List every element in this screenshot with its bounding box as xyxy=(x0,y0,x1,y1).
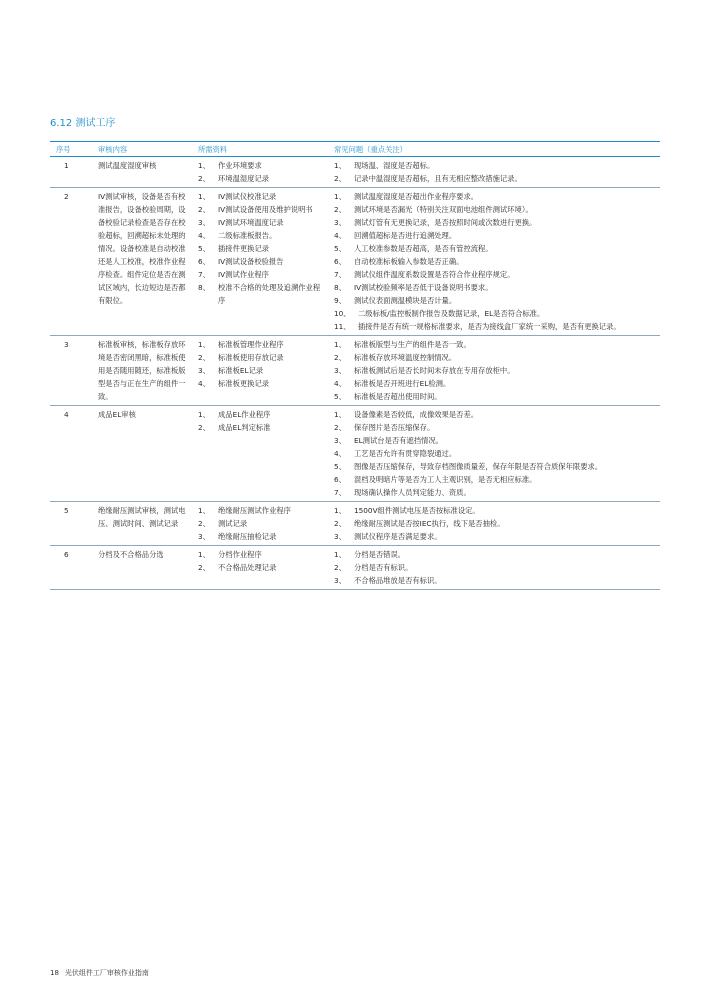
list-item-text: 标准板是否开班进行EL检测。 xyxy=(354,379,451,388)
header-materials: 所需资料 xyxy=(192,142,328,157)
row-materials-list xyxy=(192,502,328,546)
list-item xyxy=(198,548,325,561)
list-item xyxy=(198,530,325,543)
list-item xyxy=(198,268,325,281)
list-item-number: 2、 xyxy=(198,205,210,214)
list-item xyxy=(334,517,657,530)
list-item-number: 4、 xyxy=(334,379,346,388)
list-item-number: 7、 xyxy=(198,270,210,279)
list-item xyxy=(198,421,325,434)
list-item xyxy=(198,242,325,255)
list-item xyxy=(334,268,657,281)
list-item xyxy=(334,242,657,255)
list-item-text: 设备像素是否较低，成像效果是否差。 xyxy=(354,410,479,419)
list-item-text: 回溯值超标是否进行追溯处理。 xyxy=(354,231,457,240)
list-item-number: 4、 xyxy=(334,449,346,458)
row-audit-content: 测试温度湿度审核 xyxy=(92,157,192,188)
list-item-number: 3、 xyxy=(334,576,346,585)
row-audit-content: 标准板审核，标准板存放环境是否密闭黑暗，标准板使用是否随用随还，标准板版型是否与正在生产的组件一致。 xyxy=(92,336,192,406)
list-item-number: 6、 xyxy=(334,257,346,266)
row-seq: 4 xyxy=(50,406,92,502)
list-item-text: 1500V组件测试电压是否按标准设定。 xyxy=(354,506,480,515)
list-item-number: 2、 xyxy=(334,174,346,183)
list-item-text: 校准不合格的处理及追溯作业程序 xyxy=(218,283,321,305)
list-item xyxy=(198,517,325,530)
list-item-text: 二级标准板报告。 xyxy=(218,231,277,240)
header-content: 审核内容 xyxy=(92,142,192,157)
list-item xyxy=(334,421,657,434)
list-item xyxy=(334,377,657,390)
row-seq: 5 xyxy=(50,502,92,546)
list-item-number: 3、 xyxy=(198,218,210,227)
list-item-text: 标准板使用存放记录 xyxy=(218,353,284,362)
list-item-text: 成品EL判定标准 xyxy=(218,423,271,432)
list-item xyxy=(334,473,657,486)
table-row xyxy=(50,188,660,336)
list-item xyxy=(334,530,657,543)
list-item-number: 2、 xyxy=(334,353,346,362)
list-item xyxy=(334,216,657,229)
row-materials-list xyxy=(192,157,328,188)
list-item-text: 不合格品堆放是否有标识。 xyxy=(354,576,442,585)
list-item-number: 4、 xyxy=(334,231,346,240)
list-item-text: 测试环境是否漏光（特别关注双面电池组件测试环境）。 xyxy=(354,205,533,214)
list-item-text: 二级标板/监控板制作报告及数据记录，EL是否符合标准。 xyxy=(358,309,545,318)
list-item-text: 分档是否有标识。 xyxy=(354,563,413,572)
page-number: 18 xyxy=(50,969,59,977)
list-item-number: 2、 xyxy=(198,353,210,362)
list-item-number: 3、 xyxy=(198,366,210,375)
list-item-text: 绝缘耐压测试是否按IEC执行，线下是否抽检。 xyxy=(354,519,505,528)
list-item xyxy=(334,320,657,333)
list-item xyxy=(334,159,657,172)
list-item xyxy=(198,159,325,172)
row-audit-content: 绝缘耐压测试审核，测试电压、测试时间、测试记录 xyxy=(92,502,192,546)
list-item-text: 自动校准标板输入参数是否正确。 xyxy=(354,257,464,266)
list-item-text: 记录中温湿度是否超标，且有无相应整改措施记录。 xyxy=(354,174,522,183)
row-issues-list xyxy=(328,406,660,502)
page-footer xyxy=(50,968,149,978)
list-item-text: IV测试校验频率是否低于设备说明书要求。 xyxy=(354,283,493,292)
list-item-number: 1、 xyxy=(198,506,210,515)
list-item-text: 标准板版型与生产的组件是否一致。 xyxy=(354,340,471,349)
list-item-number: 1、 xyxy=(198,161,210,170)
list-item-text: 插接件更换记录 xyxy=(218,244,270,253)
list-item-number: 2、 xyxy=(198,423,210,432)
list-item-text: 作业环境要求 xyxy=(218,161,262,170)
list-item-text: 标准板管理作业程序 xyxy=(218,340,284,349)
list-item-number: 2、 xyxy=(334,205,346,214)
list-item-text: 混档及明暗片等是否为工人主观识别，是否无相应标准。 xyxy=(354,475,537,484)
list-item xyxy=(198,377,325,390)
list-item-text: 分档作业程序 xyxy=(218,550,262,559)
list-item-number: 3、 xyxy=(334,436,346,445)
list-item-text: 环境温湿度记录 xyxy=(218,174,270,183)
list-item-number: 1、 xyxy=(334,161,346,170)
test-process-table xyxy=(50,142,660,590)
list-item-text: IV测试环境温度记录 xyxy=(218,218,284,227)
list-item-text: 插接件是否有统一规格标准要求，是否为接线盒厂家统一采购，是否有更换记录。 xyxy=(358,322,621,331)
list-item-text: 分档是否错误。 xyxy=(354,550,406,559)
list-item-text: 测试仪程序是否满足要求。 xyxy=(354,532,442,541)
list-item-number: 2、 xyxy=(334,519,346,528)
header-issues: 常见问题（重点关注） xyxy=(328,142,660,157)
list-item xyxy=(334,434,657,447)
list-item-number: 4、 xyxy=(198,231,210,240)
row-materials-list xyxy=(192,336,328,406)
section-title: 6.12 测试工序 xyxy=(50,118,116,129)
list-item-text: 工艺是否允许有贯穿隐裂通过。 xyxy=(354,449,457,458)
list-item-number: 2、 xyxy=(198,563,210,572)
row-issues-list xyxy=(328,157,660,188)
list-item xyxy=(334,172,657,185)
list-item xyxy=(334,548,657,561)
list-item-number: 9、 xyxy=(334,296,346,305)
list-item xyxy=(198,408,325,421)
list-item-text: 现场确认操作人员判定能力、资质。 xyxy=(354,488,471,497)
list-item-text: 保存图片是否压缩保存。 xyxy=(354,423,435,432)
list-item-number: 2、 xyxy=(334,563,346,572)
list-item-number: 3、 xyxy=(334,366,346,375)
list-item-text: 标准板测试后是否长时间未存放在专用存放柜中。 xyxy=(354,366,515,375)
list-item-text: 标准板存放环境温度控制情况。 xyxy=(354,353,457,362)
list-item xyxy=(334,364,657,377)
list-item-number: 1、 xyxy=(334,506,346,515)
list-item-text: 标准板更换记录 xyxy=(218,379,270,388)
table-header-row xyxy=(50,142,660,157)
list-item-number: 10、 xyxy=(334,309,351,318)
list-item-number: 1、 xyxy=(198,192,210,201)
list-item-text: IV测试作业程序 xyxy=(218,270,269,279)
list-item xyxy=(334,307,657,320)
list-item xyxy=(198,172,325,185)
list-item-text: 测试仪组件温度系数设置是否符合作业程序规定。 xyxy=(354,270,515,279)
row-materials-list xyxy=(192,546,328,590)
row-issues-list xyxy=(328,546,660,590)
row-audit-content: 分档及不合格品分选 xyxy=(92,546,192,590)
list-item xyxy=(334,338,657,351)
list-item-text: 绝缘耐压抽检记录 xyxy=(218,532,277,541)
list-item-number: 8、 xyxy=(198,283,210,292)
list-item-number: 11、 xyxy=(334,322,351,331)
list-item xyxy=(334,351,657,364)
list-item-text: 测试灯管有无更换记录，是否按照时间或次数进行更换。 xyxy=(354,218,537,227)
list-item xyxy=(198,364,325,377)
list-item xyxy=(334,486,657,499)
list-item-number: 1、 xyxy=(198,340,210,349)
list-item xyxy=(334,190,657,203)
list-item-text: 人工校准参数是否超高，是否有管控流程。 xyxy=(354,244,493,253)
list-item-number: 6、 xyxy=(334,475,346,484)
row-issues-list xyxy=(328,188,660,336)
list-item-text: 测试温度湿度是否超出作业程序要求。 xyxy=(354,192,479,201)
list-item xyxy=(334,229,657,242)
list-item-number: 7、 xyxy=(334,270,346,279)
list-item-text: 不合格品处理记录 xyxy=(218,563,277,572)
list-item-text: 现场温、湿度是否超标。 xyxy=(354,161,435,170)
row-materials-list xyxy=(192,406,328,502)
list-item-text: 测试记录 xyxy=(218,519,248,528)
table-body xyxy=(50,157,660,590)
row-materials-list xyxy=(192,188,328,336)
list-item xyxy=(198,338,325,351)
list-item xyxy=(334,203,657,216)
list-item xyxy=(198,255,325,268)
list-item xyxy=(334,294,657,307)
list-item xyxy=(334,408,657,421)
list-item xyxy=(334,574,657,587)
list-item-text: 图像是否压缩保存，导致存档图像质量差，保存年限是否符合质保年限要求。 xyxy=(354,462,603,471)
list-item xyxy=(198,190,325,203)
list-item-number: 3、 xyxy=(334,532,346,541)
row-seq: 3 xyxy=(50,336,92,406)
list-item-number: 5、 xyxy=(334,462,346,471)
list-item xyxy=(334,447,657,460)
list-item xyxy=(334,390,657,403)
list-item-number: 1、 xyxy=(198,550,210,559)
list-item xyxy=(198,281,325,307)
list-item xyxy=(198,504,325,517)
list-item-text: 绝缘耐压测试作业程序 xyxy=(218,506,291,515)
list-item xyxy=(334,504,657,517)
list-item xyxy=(334,255,657,268)
list-item xyxy=(334,460,657,473)
list-item-number: 2、 xyxy=(198,174,210,183)
list-item-number: 1、 xyxy=(198,410,210,419)
list-item-text: 成品EL作业程序 xyxy=(218,410,271,419)
row-audit-content: 成品EL审核 xyxy=(92,406,192,502)
list-item xyxy=(198,561,325,574)
list-item xyxy=(198,229,325,242)
list-item-number: 8、 xyxy=(334,283,346,292)
footer-doc-title: 光伏组件工厂审核作业指南 xyxy=(64,969,149,977)
list-item-number: 1、 xyxy=(334,410,346,419)
list-item-number: 5、 xyxy=(198,244,210,253)
list-item-number: 4、 xyxy=(198,379,210,388)
row-issues-list xyxy=(328,336,660,406)
row-seq: 2 xyxy=(50,188,92,336)
table-row xyxy=(50,336,660,406)
list-item-number: 1、 xyxy=(334,550,346,559)
list-item-text: IV测试仪校准记录 xyxy=(218,192,277,201)
list-item xyxy=(198,351,325,364)
list-item-number: 2、 xyxy=(334,423,346,432)
row-issues-list xyxy=(328,502,660,546)
list-item-number: 1、 xyxy=(334,192,346,201)
list-item-text: IV测试设备使用及维护说明书 xyxy=(218,205,313,214)
row-seq: 6 xyxy=(50,546,92,590)
list-item-text: 标准板是否超出使用时间。 xyxy=(354,392,442,401)
list-item-text: 测试仪表面测温模块是否计量。 xyxy=(354,296,457,305)
table-row xyxy=(50,546,660,590)
list-item-text: EL测试台是否有遮挡情况。 xyxy=(354,436,443,445)
list-item-number: 7、 xyxy=(334,488,346,497)
list-item-text: 标准板EL记录 xyxy=(218,366,264,375)
list-item-number: 5、 xyxy=(334,244,346,253)
row-seq: 1 xyxy=(50,157,92,188)
list-item xyxy=(334,561,657,574)
table-row xyxy=(50,157,660,188)
list-item-number: 6、 xyxy=(198,257,210,266)
list-item-number: 2、 xyxy=(198,519,210,528)
table-row xyxy=(50,406,660,502)
list-item-number: 5、 xyxy=(334,392,346,401)
list-item-number: 3、 xyxy=(334,218,346,227)
list-item xyxy=(198,203,325,216)
list-item-number: 1、 xyxy=(334,340,346,349)
header-seq: 序号 xyxy=(50,142,92,157)
list-item-number: 3、 xyxy=(198,532,210,541)
row-audit-content: IV测试审核，设备是否有校准报告，设备校验周期，设备校验记录检查是否存在校验超标，回溯超标未处理的情况。设备校准是自动校准还是人工校准，校准作业程序检查。组件定位是否在测试区域内，长边短边是否都有限位。 xyxy=(92,188,192,336)
list-item xyxy=(334,281,657,294)
list-item xyxy=(198,216,325,229)
table-row xyxy=(50,502,660,546)
list-item-text: IV测试设备校验报告 xyxy=(218,257,284,266)
